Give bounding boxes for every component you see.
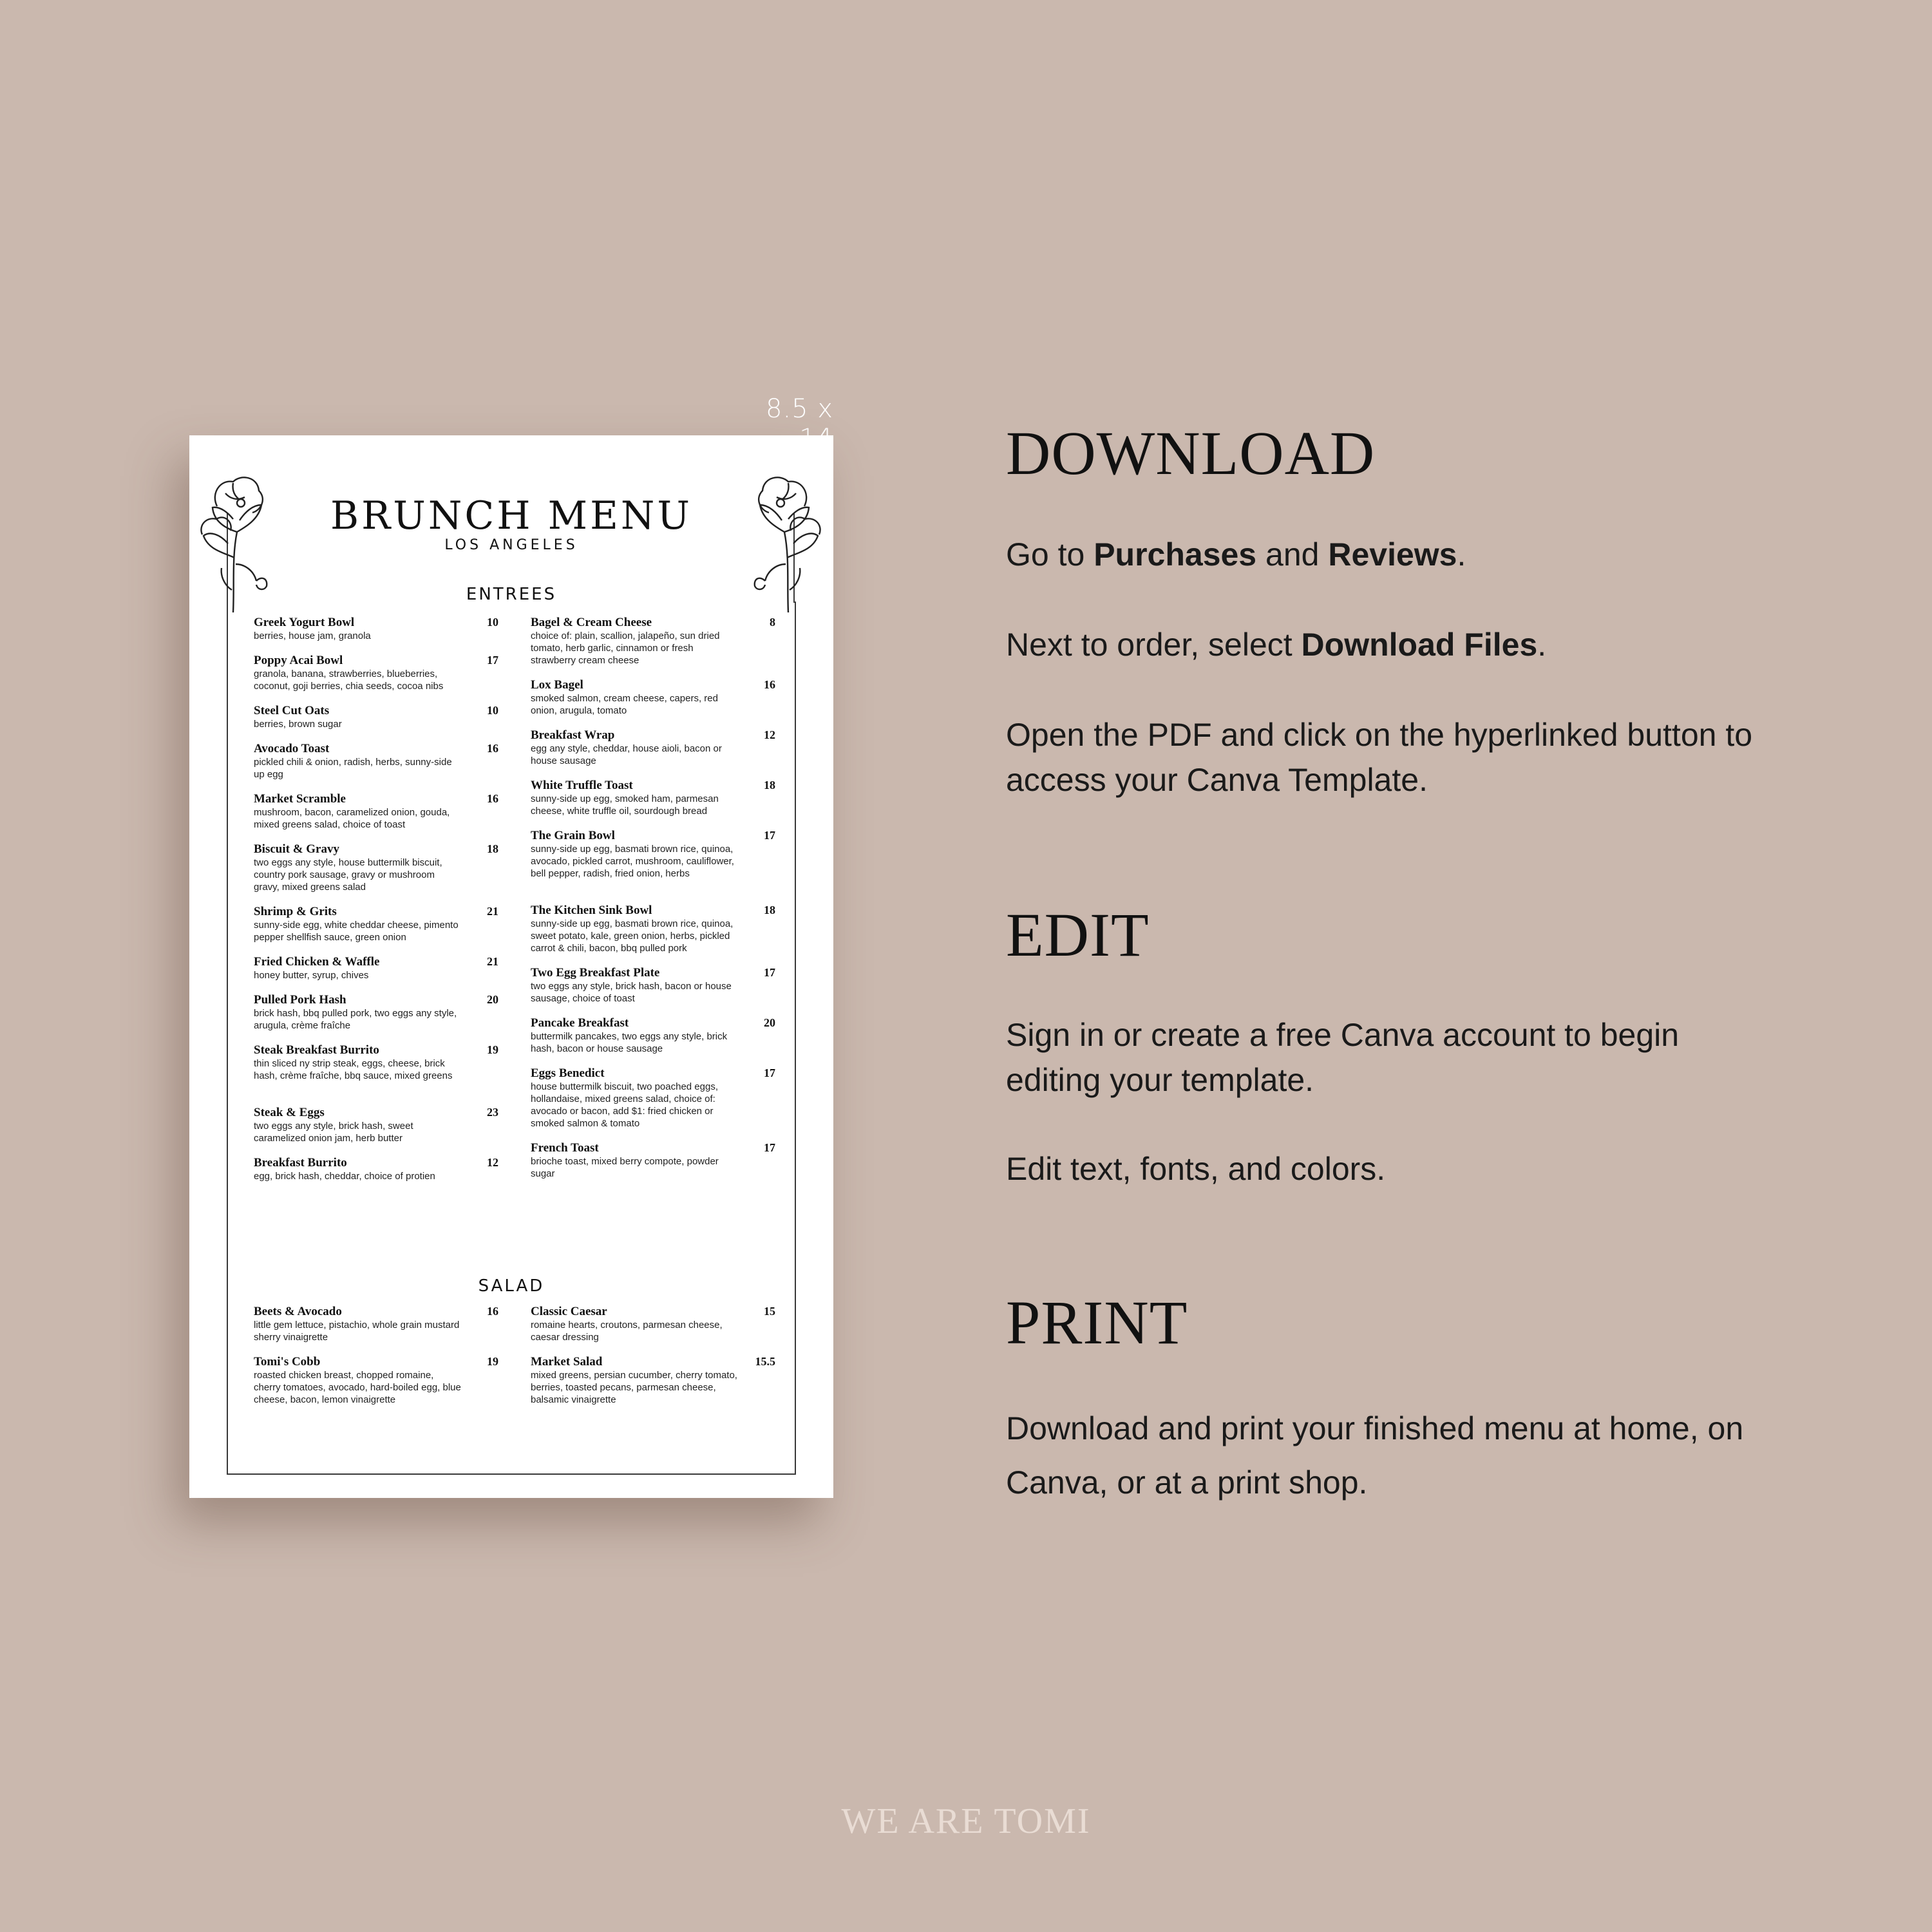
menu-item <box>531 904 775 954</box>
menu-item-price: 17 <box>764 1066 775 1079</box>
menu-item-description: choice of: plain, scallion, jalapeño, sun dried tomato, herb garlic, cinnamon or fresh strawberry cream cheese <box>531 630 720 666</box>
menu-item-description: sunny-side up egg, basmati brown rice, quinoa, avocado, pickled carrot, mushroom, cauliflower, bell pepper, radish, fried onion, herbs <box>531 844 734 879</box>
menu-item-description: brioche toast, mixed berry compote, powder sugar <box>531 1156 719 1179</box>
menu-item <box>254 1305 498 1343</box>
menu-item-description: two eggs any style, brick hash, bacon or house sausage, choice of toast <box>531 981 732 1004</box>
menu-item-name: Biscuit & Gravy <box>254 842 339 856</box>
menu-item-price: 15.5 <box>755 1355 775 1368</box>
download-heading: DOWNLOAD <box>1006 419 1376 488</box>
menu-item-name: Avocado Toast <box>254 742 330 755</box>
menu-item-name: Pancake Breakfast <box>531 1016 629 1030</box>
menu-item-name: The Kitchen Sink Bowl <box>531 904 652 917</box>
menu-item-description: pickled chili & onion, radish, herbs, sunny-side up egg <box>254 757 452 780</box>
menu-item-description: thin sliced ny strip steak, eggs, cheese, brick hash, crème fraîche, bbq sauce, mixed greens <box>254 1058 453 1081</box>
menu-item <box>531 779 775 817</box>
menu-item-price: 17 <box>487 654 498 667</box>
edit-heading: EDIT <box>1006 900 1150 969</box>
menu-item-name: Poppy Acai Bowl <box>254 654 343 667</box>
menu-item-description: little gem lettuce, pistachio, whole grain mustard sherry vinaigrette <box>254 1320 460 1343</box>
menu-item-price: 18 <box>764 779 775 791</box>
brand-logo: WE ARE TOMI <box>841 1801 1091 1841</box>
menu-item-description: honey butter, syrup, chives <box>254 970 369 981</box>
menu-item-name: Lox Bagel <box>531 678 583 692</box>
menu-item <box>254 993 498 1032</box>
print-step-1: Download and print your finished menu at home, on Canva, or at a print shop. <box>1006 1410 1744 1501</box>
menu-item-price: 16 <box>487 792 498 805</box>
menu-item-description: two eggs any style, brick hash, sweet caramelized onion jam, herb butter <box>254 1121 413 1144</box>
menu-item <box>531 1305 775 1343</box>
menu-item <box>254 792 498 831</box>
menu-item-name: Steak & Eggs <box>254 1106 325 1119</box>
menu-item-price: 18 <box>764 904 775 916</box>
menu-item-description: sunny-side up egg, smoked ham, parmesan cheese, white truffle oil, sourdough bread <box>531 793 719 817</box>
menu-item-price: 20 <box>487 993 498 1006</box>
menu-item <box>531 1016 775 1055</box>
menu-item-description: sunny-side egg, white cheddar cheese, pimento pepper shellfish sauce, green onion <box>254 920 459 943</box>
menu-item-description: berries, house jam, granola <box>254 630 371 641</box>
menu-item-name: Bagel & Cream Cheese <box>531 616 652 629</box>
menu-item-price: 10 <box>487 704 498 717</box>
edit-step-1: Sign in or create a free Canva account to begin editing your template. <box>1006 1017 1680 1098</box>
menu-item-description: egg, brick hash, cheddar, choice of protien <box>254 1171 435 1182</box>
menu-item-description: smoked salmon, cream cheese, capers, red onion, arugula, tomato <box>531 693 718 716</box>
menu-item <box>254 905 498 943</box>
menu-item <box>254 1106 498 1144</box>
menu-title: BRUNCH MENU <box>330 493 692 538</box>
menu-item <box>254 842 498 893</box>
menu-item-price: 21 <box>487 955 498 968</box>
menu-item-name: Fried Chicken & Waffle <box>254 955 380 969</box>
menu-item-description: egg any style, cheddar, house aioli, bacon or house sausage <box>531 743 722 766</box>
menu-item-price: 12 <box>764 728 775 741</box>
section-heading-salad: SALAD <box>478 1276 545 1296</box>
menu-item-description: romaine hearts, croutons, parmesan cheese, caesar dressing <box>531 1320 723 1343</box>
menu-item-name: Shrimp & Grits <box>254 905 337 918</box>
menu-item <box>254 616 498 642</box>
menu-item-name: Breakfast Burrito <box>254 1156 347 1170</box>
menu-item-description: house buttermilk biscuit, two poached eggs, hollandaise, mixed greens salad, choice of: avocado or bacon, add $1: fried chicken or smoked salmon & tomato <box>531 1081 718 1129</box>
menu-item-name: Greek Yogurt Bowl <box>254 616 355 629</box>
menu-item-description: two eggs any style, house buttermilk biscuit, country pork sausage, gravy or mushroom gravy, mixed greens salad <box>254 857 442 893</box>
menu-item <box>254 955 498 981</box>
section-heading-entrees: ENTREES <box>466 585 557 604</box>
menu-item-price: 17 <box>764 966 775 979</box>
download-step-2: Next to order, select Download Files. <box>1006 627 1547 663</box>
menu-item <box>531 1355 775 1406</box>
menu-item <box>531 678 775 717</box>
menu-item-price: 21 <box>487 905 498 918</box>
menu-item-price: 17 <box>764 1141 775 1154</box>
menu-item-description: berries, brown sugar <box>254 719 342 730</box>
download-step-1: Go to Purchases and Reviews. <box>1006 536 1466 573</box>
menu-item <box>254 742 498 781</box>
menu-item-name: The Grain Bowl <box>531 829 615 842</box>
menu-item <box>254 1043 498 1082</box>
menu-item-price: 19 <box>487 1355 498 1368</box>
menu-item-description: sunny-side up egg, basmati brown rice, quinoa, sweet potato, kale, green onion, herbs, pickled carrot & chili, bacon, bbq pulled pork <box>531 918 734 954</box>
menu-item-price: 16 <box>764 678 775 691</box>
menu-item-description: granola, banana, strawberries, blueberries, coconut, goji berries, chia seeds, cocoa nibs <box>254 668 444 692</box>
menu-item <box>254 1355 498 1406</box>
menu-item-price: 17 <box>764 829 775 842</box>
menu-item-price: 19 <box>487 1043 498 1056</box>
menu-item-price: 8 <box>770 616 775 629</box>
menu-item-name: Eggs Benedict <box>531 1066 605 1080</box>
menu-item-name: Beets & Avocado <box>254 1305 342 1318</box>
menu-item-price: 16 <box>487 1305 498 1318</box>
menu-item <box>531 1066 775 1130</box>
menu-item-name: Steak Breakfast Burrito <box>254 1043 379 1057</box>
menu-item <box>531 728 775 767</box>
menu-item-price: 20 <box>764 1016 775 1029</box>
menu-item <box>531 1141 775 1180</box>
menu-item-price: 10 <box>487 616 498 629</box>
menu-item-price: 18 <box>487 842 498 855</box>
edit-step-2: Edit text, fonts, and colors. <box>1006 1151 1386 1187</box>
menu-item <box>254 1156 498 1182</box>
menu-item-description: buttermilk pancakes, two eggs any style, brick hash, bacon or house sausage <box>531 1031 728 1054</box>
menu-item <box>531 616 775 667</box>
menu-item <box>254 654 498 692</box>
menu-item <box>254 704 498 730</box>
menu-item-price: 12 <box>487 1156 498 1169</box>
menu-item-description: mushroom, bacon, caramelized onion, gouda, mixed greens salad, choice of toast <box>254 807 450 830</box>
size-label: 8.5 x <box>766 394 833 424</box>
menu-item-description: roasted chicken breast, chopped romaine, cherry tomatoes, avocado, hard-boiled egg, blue cheese, bacon, lemon vinaigrette <box>254 1370 461 1405</box>
menu-item-name: White Truffle Toast <box>531 779 633 792</box>
menu-item-description: mixed greens, persian cucumber, cherry tomato, berries, toasted pecans, parmesan cheese, balsamic vinaigrette <box>531 1370 737 1405</box>
menu-item <box>531 966 775 1005</box>
menu-item-name: Breakfast Wrap <box>531 728 615 742</box>
print-heading: PRINT <box>1006 1288 1188 1357</box>
menu-item-price: 15 <box>764 1305 775 1318</box>
download-step-3: Open the PDF and click on the hyperlinked button to access your Canva Template. <box>1006 717 1753 798</box>
menu-subtitle: LOS ANGELES <box>444 537 578 553</box>
menu-item-name: Market Salad <box>531 1355 603 1368</box>
menu-item-description: brick hash, bbq pulled pork, two eggs any style, arugula, crème fraîche <box>254 1008 457 1031</box>
menu-item-name: Market Scramble <box>254 792 346 806</box>
menu-item-name: French Toast <box>531 1141 599 1155</box>
menu-item-name: Classic Caesar <box>531 1305 607 1318</box>
menu-item <box>531 829 775 880</box>
menu-card <box>189 435 833 1498</box>
menu-item-name: Tomi's Cobb <box>254 1355 321 1368</box>
menu-item-price: 23 <box>487 1106 498 1119</box>
menu-item-name: Pulled Pork Hash <box>254 993 346 1007</box>
menu-item-name: Steel Cut Oats <box>254 704 330 717</box>
menu-item-price: 16 <box>487 742 498 755</box>
menu-item-name: Two Egg Breakfast Plate <box>531 966 660 980</box>
